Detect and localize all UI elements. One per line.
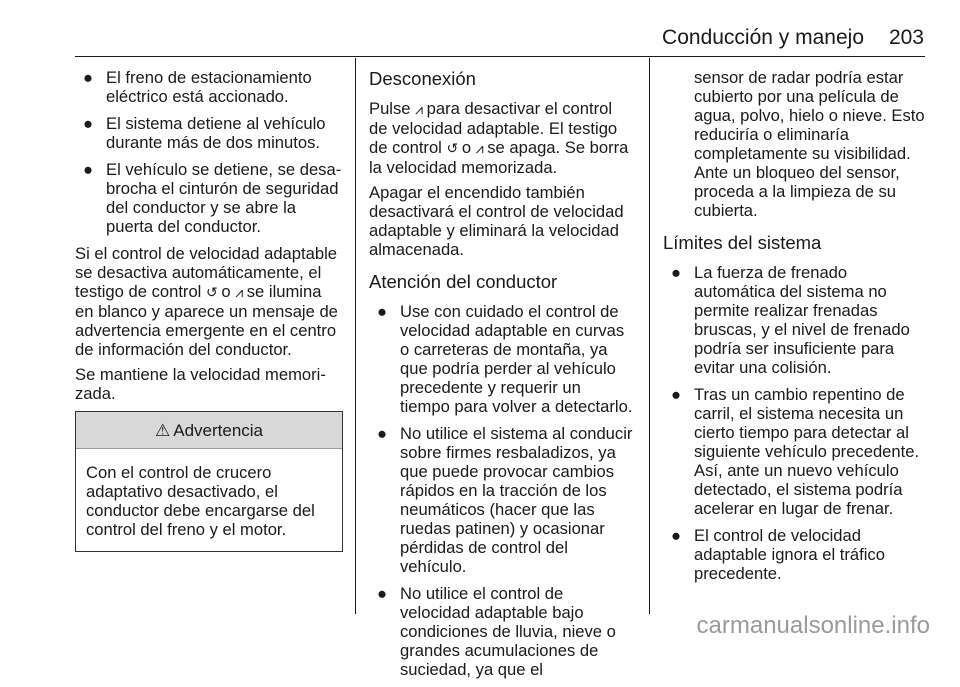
paragraph-continued: sensor de radar podría estar cubierto por una película de agua, polvo, hielo o nieve. Esto reduciría o eliminaría completamente su visibilidad. Ante un bloqueo del sensor, proceda a la limpieza de su cubierta. — [694, 68, 925, 220]
column-1 — [75, 68, 343, 552]
paragraph: Pulse ⩘ para desactivar el control de velocidad adaptable. El testigo de control ↺ o ⩘ se apaga. Se borra la velocidad memorizada. — [369, 99, 629, 177]
column-2 — [369, 68, 635, 687]
list-item: ● El vehículo se detiene, se desabrocha el cinturón de seguridad del conductor y se abre la puerta del conductor. — [83, 160, 342, 236]
column-3 — [663, 68, 928, 591]
bullet-icon: ● — [671, 385, 682, 404]
warning-title: Advertencia — [173, 420, 264, 440]
footer-watermark: carmanualsonline.info — [696, 612, 930, 639]
list-item: ● Tras un cambio repentino de carril, el sistema necesita un cierto tiempo para detectar al siguiente vehículo precedente. Así, ante un nuevo vehículo detectado, el sistema podría acelerar en lugar de frenar. — [671, 385, 920, 518]
bullet-icon: ● — [377, 584, 388, 603]
bullet-icon: ● — [83, 68, 94, 87]
list-item: ● No utilice el sistema al conducir sobre firmes resbaladizos, ya que puede provocar cambios rápidos en la tracción de los neumáticos (hacer que las ruedas patinen) y ocasionar pérdidas de control del vehículo. — [377, 424, 633, 576]
bullet-icon: ● — [377, 302, 388, 321]
bullet-icon: ● — [83, 160, 94, 179]
list-item: ● El freno de estacionamiento eléctrico está accionado. — [83, 68, 312, 106]
list-item: ● No utilice el control de velocidad adaptable bajo condiciones de lluvia, nieve o grandes acumulaciones de suciedad, ya que el — [377, 584, 616, 679]
paragraph: Se mantiene la velocidad memorizada. — [75, 365, 326, 403]
paragraph: Apagar el encendido también desactivará el control de velocidad adaptable y eliminará la velocidad almacenada. — [369, 183, 624, 259]
warning-box — [75, 411, 343, 552]
bullet-icon: ● — [671, 526, 682, 545]
list-item: ● La fuerza de frenado automática del sistema no permite realizar frenadas bruscas, y el nivel de frenado podría ser insuficiente para evitar una colisión. — [671, 263, 910, 377]
header-section-title: Conducción y manejo — [662, 26, 864, 49]
header-rule — [75, 56, 925, 57]
paragraph: Si el control de velocidad adaptable se desactiva automáticamente, el testigo de control ↺ o ⩘ se ilumina en blanco y aparece un mensaje de advertencia emergente en el centro de información del conductor. — [75, 244, 338, 359]
list-item: ● Use con cuidado el control de velocidad adaptable en curvas o carreteras de montaña, ya que podría perder al vehículo precedente y requerir un tiempo para volver a detectarlo. — [377, 302, 633, 416]
bullet-list — [663, 263, 928, 583]
warning-icon: ⚠ — [154, 420, 171, 440]
warning-header — [76, 412, 342, 449]
column-separator-1 — [355, 58, 356, 614]
adaptive-cruise-icon: ⩘ — [235, 284, 243, 300]
bullet-icon: ● — [377, 424, 388, 443]
cruise-control-icon: ↺ — [446, 140, 458, 156]
column-separator-2 — [649, 58, 650, 614]
cruise-control-icon: ↺ — [206, 284, 217, 300]
list-item: ● El sistema detiene al vehículo durante más de dos minutos. — [83, 114, 326, 152]
adaptive-cruise-icon: ⩘ — [415, 101, 423, 117]
section-heading: Límites del sistema — [663, 232, 822, 253]
page-number: 203 — [888, 26, 924, 49]
list-item: ● El control de velocidad adaptable ignora el tráfico precedente. — [671, 526, 885, 583]
bullet-list — [75, 68, 343, 236]
section-heading: Desconexión — [369, 68, 476, 89]
warning-body: Con el control de crucero adaptativo desactivado, el conductor debe encargarse del control del freno y el motor. — [86, 463, 315, 539]
bullet-icon: ● — [83, 114, 94, 133]
adaptive-cruise-icon: ⩘ — [475, 140, 483, 156]
bullet-icon: ● — [671, 263, 682, 282]
section-heading: Atención del conductor — [369, 271, 558, 292]
bullet-list — [369, 302, 635, 679]
